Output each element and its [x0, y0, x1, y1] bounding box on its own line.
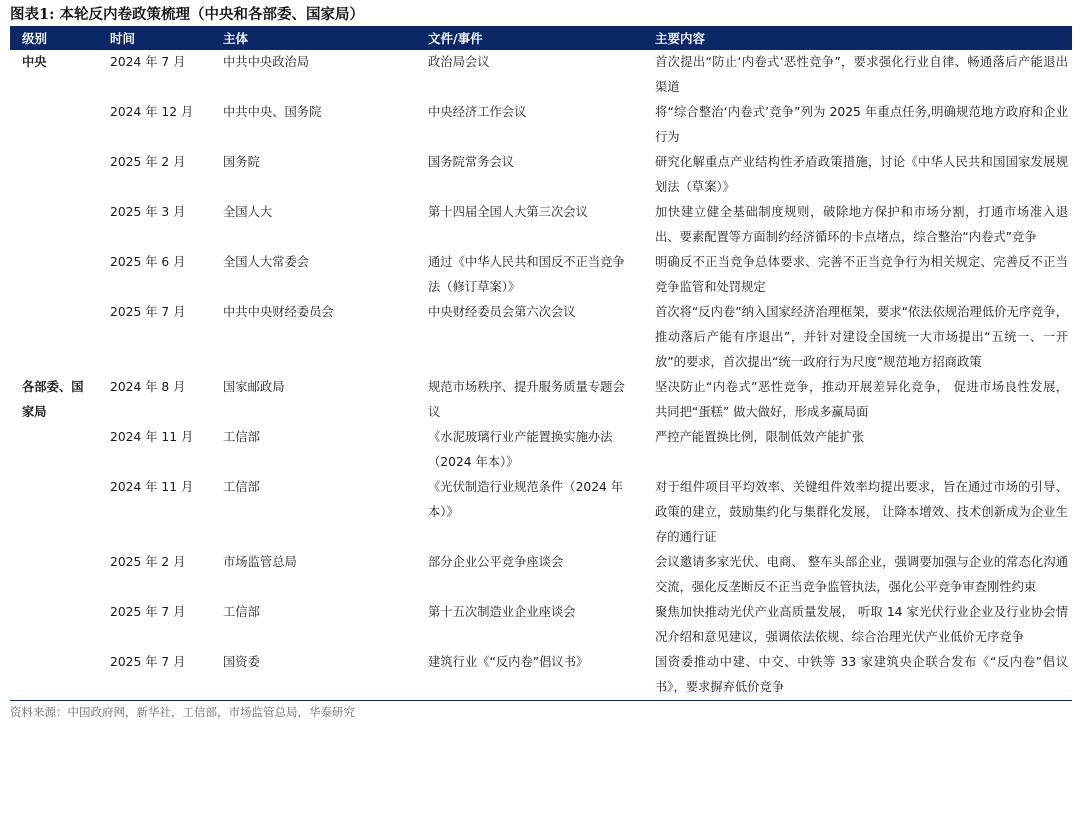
- date-cell: 2024 年 11 月: [110, 430, 194, 444]
- date-cell: 2025 年 7 月: [110, 305, 186, 319]
- event-cell: 《光伏制造行业规范条件（2024 年本）》: [428, 480, 624, 519]
- table-row: [10, 600, 1072, 650]
- date-cell: 2024 年 7 月: [110, 55, 186, 69]
- body-cell: 国家邮政局: [223, 380, 285, 394]
- table-row: [10, 50, 1072, 100]
- content-cell: 对于组件项目平均效率、关键组件效率均提出要求，旨在通过市场的引导、政策的建立，鼓励集约化与集群化发展， 让降本增效、技术创新成为企业生存的通行证: [655, 480, 1068, 544]
- table-row: [10, 250, 1072, 300]
- table-row: [10, 425, 1072, 475]
- source-note: 资料来源：中国政府网，新华社，工信部，市场监管总局，华泰研究: [10, 705, 355, 719]
- content-cell: 会议邀请多家光伏、电商、 整车头部企业，强调要加强与企业的常态化沟通交流，强化反垄断反不正当竞争监管执法，强化公平竞争审查刚性约束: [655, 555, 1068, 594]
- body-cell: 国资委: [223, 655, 260, 669]
- figure-title: 图表1: 本轮反内卷政策梳理（中央和各部委、国家局）: [10, 6, 364, 23]
- date-cell: 2025 年 2 月: [110, 555, 186, 569]
- body-cell: 全国人大常委会: [223, 255, 310, 269]
- date-cell: 2024 年 12 月: [110, 105, 194, 119]
- event-cell: 规范市场秩序、提升服务质量专题会议: [428, 380, 625, 419]
- header-level: 级别: [22, 31, 48, 46]
- content-cell: 坚决防止“内卷式”恶性竞争，推动开展差异化竞争， 促进市场良性发展， 共同把“蛋糕” 做大做好，形成多赢局面: [655, 380, 1068, 419]
- table-row: [10, 100, 1072, 150]
- level-cell: 各部委、国家局: [22, 380, 84, 419]
- date-cell: 2024 年 11 月: [110, 480, 194, 494]
- event-cell: 《水泥玻璃行业产能置换实施办法（2024 年本）》: [428, 430, 613, 469]
- content-cell: 首次将“反内卷”纳入国家经济治理框架，要求“依法依规治理低价无序竞争，推动落后产能有序退出”，并针对建设全国统一大市场提出“五统一、一开放”的要求，首次提出“统一政府行为尺度”规范地方招商政策: [655, 305, 1068, 369]
- body-cell: 工信部: [223, 480, 260, 494]
- body-cell: 工信部: [223, 605, 260, 619]
- table-row: [10, 150, 1072, 200]
- table-row: [10, 300, 1072, 375]
- table-row: [10, 375, 1072, 425]
- content-cell: 国资委推动中建、中交、中铁等 33 家建筑央企联合发布《“反内卷”倡议书》，要求摒弃低价竞争: [655, 655, 1068, 694]
- table-row: [10, 475, 1072, 550]
- content-cell: 首次提出“防止‘内卷式’恶性竞争”，要求强化行业自律、畅通落后产能退出渠道: [655, 55, 1068, 94]
- level-cell: 中央: [22, 55, 47, 69]
- date-cell: 2024 年 8 月: [110, 380, 186, 394]
- event-cell: 中央经济工作会议: [428, 105, 527, 119]
- header-content: 主要内容: [655, 31, 706, 46]
- header-date: 时间: [110, 31, 136, 46]
- content-cell: 研究化解重点产业结构性矛盾政策措施，讨论《中华人民共和国国家发展规划法（草案）》: [655, 155, 1068, 194]
- date-cell: 2025 年 7 月: [110, 605, 186, 619]
- event-cell: 建筑行业《“反内卷”倡议书》: [428, 655, 589, 669]
- event-cell: 通过《中华人民共和国反不正当竞争法（修订草案）》: [428, 255, 625, 294]
- body-cell: 中共中央政治局: [223, 55, 310, 69]
- body-cell: 中共中央、国务院: [223, 105, 322, 119]
- table-row: [10, 550, 1072, 600]
- table-row: [10, 650, 1072, 700]
- event-cell: 中央财经委员会第六次会议: [428, 305, 576, 319]
- event-cell: 国务院常务会议: [428, 155, 515, 169]
- header-event: 文件/事件: [428, 31, 483, 46]
- body-cell: 中共中央财经委员会: [223, 305, 334, 319]
- header-body: 主体: [223, 31, 249, 46]
- event-cell: 政治局会议: [428, 55, 490, 69]
- body-cell: 全国人大: [223, 205, 273, 219]
- policy-table: [10, 28, 1072, 700]
- body-cell: 国务院: [223, 155, 260, 169]
- content-cell: 将“综合整治‘内卷式’竞争”列为 2025 年重点任务,明确规范地方政府和企业行为: [655, 105, 1068, 144]
- content-cell: 加快建立健全基础制度规则，破除地方保护和市场分割，打通市场准入退出、要素配置等方面制约经济循环的卡点堵点，综合整治“内卷式”竞争: [655, 205, 1068, 244]
- date-cell: 2025 年 3 月: [110, 205, 186, 219]
- event-cell: 第十五次制造业企业座谈会: [428, 605, 576, 619]
- table-row: [10, 200, 1072, 250]
- table-header-row: [10, 28, 1072, 50]
- date-cell: 2025 年 7 月: [110, 655, 186, 669]
- date-cell: 2025 年 6 月: [110, 255, 186, 269]
- content-cell: 聚焦加快推动光伏产业高质量发展， 听取 14 家光伏行业企业及行业协会情况介绍和意见建议，强调依法依规、综合治理光伏产业低价无序竞争: [655, 605, 1068, 644]
- body-cell: 工信部: [223, 430, 260, 444]
- event-cell: 部分企业公平竞争座谈会: [428, 555, 564, 569]
- event-cell: 第十四届全国人大第三次会议: [428, 205, 588, 219]
- content-cell: 严控产能置换比例，限制低效产能扩张: [655, 430, 865, 444]
- date-cell: 2025 年 2 月: [110, 155, 186, 169]
- content-cell: 明确反不正当竞争总体要求、完善不正当竞争行为相关规定、完善反不正当竞争监管和处罚规定: [655, 255, 1068, 294]
- body-cell: 市场监管总局: [223, 555, 297, 569]
